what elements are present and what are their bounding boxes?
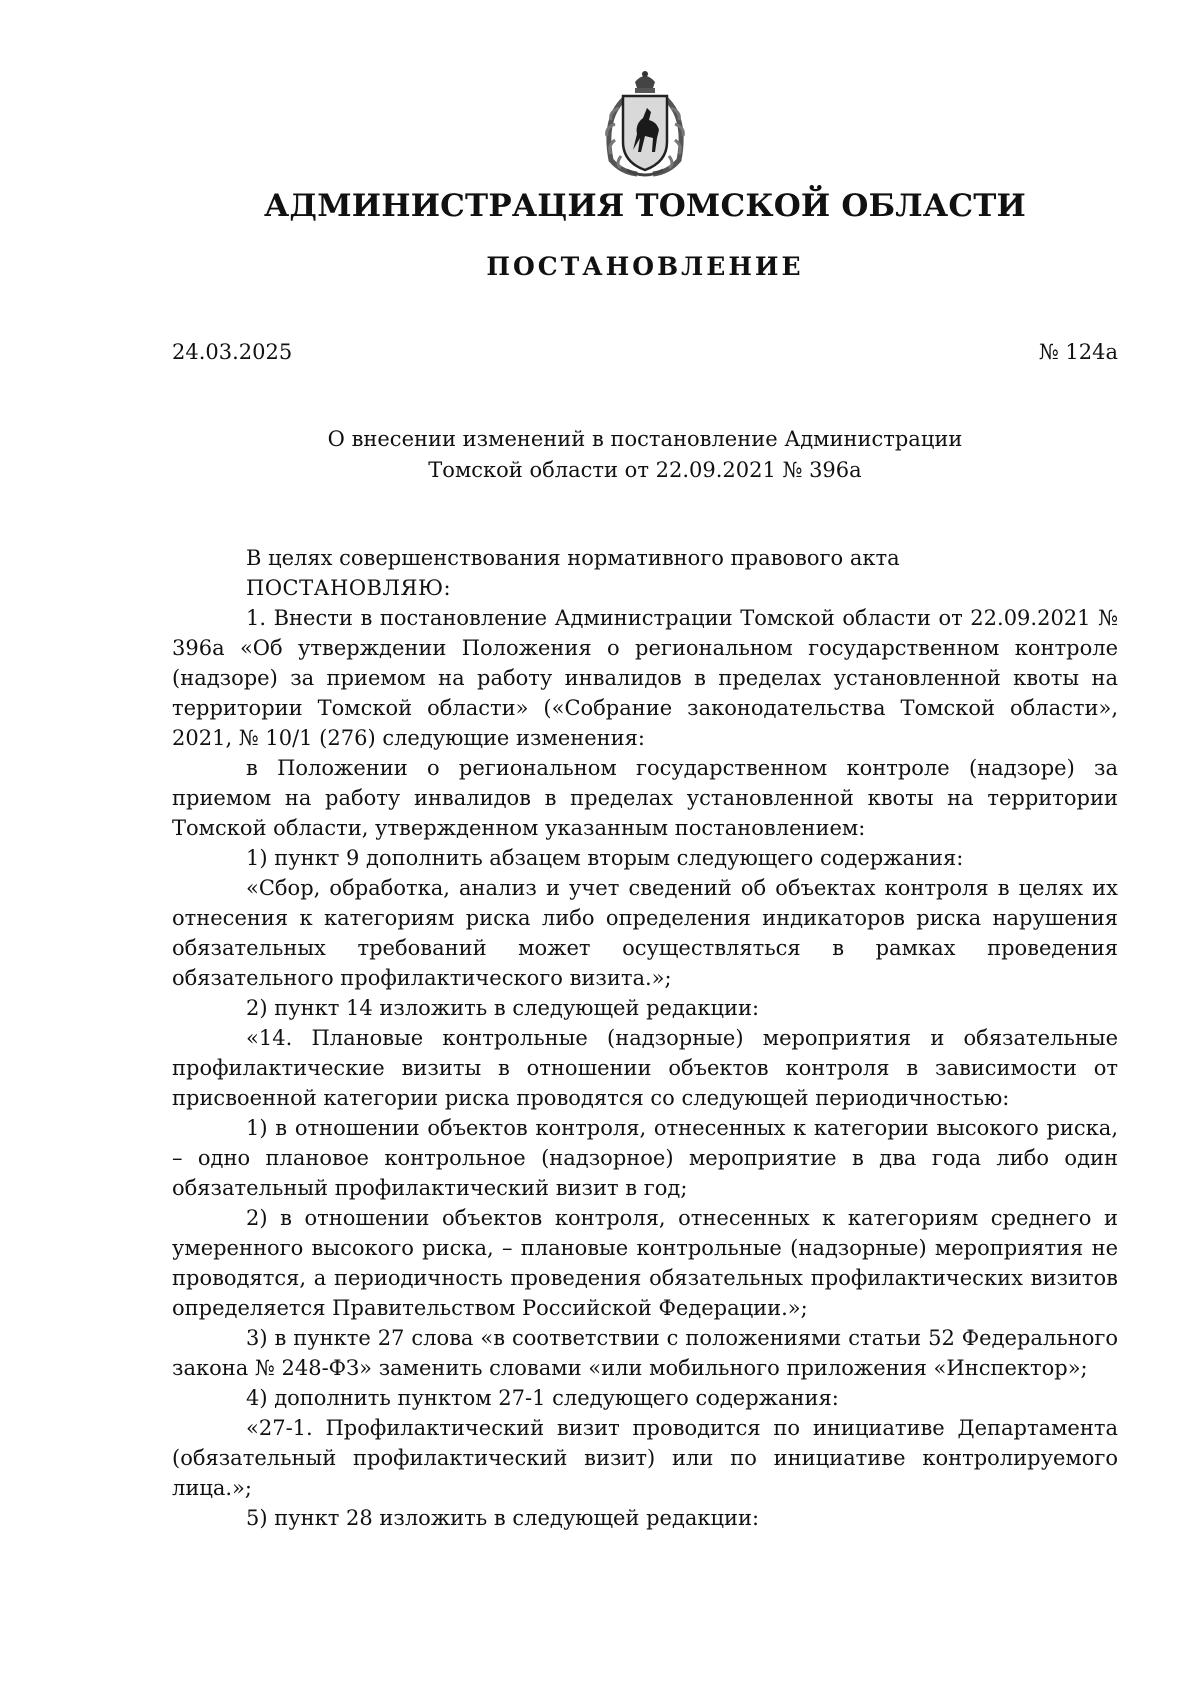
organization-title: АДМИНИСТРАЦИЯ ТОМСКОЙ ОБЛАСТИ	[263, 188, 1026, 224]
document-number: № 124а	[1038, 340, 1118, 364]
body-paragraph: 4) дополнить пунктом 27-1 следующего содержания:	[246, 1386, 839, 1410]
body-paragraph: в Положении о региональном государственном контроле (надзоре) за приемом на работу инвалидов в пределах установленной квоты на территории Томской области, утвержденном указанным постановлением:	[172, 756, 1118, 840]
subject-line-2: Томской области от 22.09.2021 № 396а	[428, 458, 862, 482]
document-body	[172, 543, 1118, 1533]
body-paragraph: 5) пункт 28 изложить в следующей редакции:	[246, 1506, 760, 1530]
body-paragraph: 1. Внести в постановление Администрации Томской области от 22.09.2021 № 396а «Об утверждении Положения о региональном государственном контроле (надзоре) за приемом на работу инвалидов в пределах установленной квоты на территории Томской области» («Собрание законодательства Томской области», 2021, № 10/1 (276) следующие изменения:	[172, 606, 1118, 750]
tomsk-oblast-coat-of-arms-icon	[585, 68, 705, 180]
body-paragraph: 1) в отношении объектов контроля, отнесенных к категории высокого риска, – одно плановое контрольное (надзорное) мероприятие в два года либо один обязательный профилактический визит в год;	[172, 1116, 1118, 1200]
document-subject	[172, 424, 1118, 486]
body-paragraph: «14. Плановые контрольные (надзорные) мероприятия и обязательные профилактические визиты в отношении объектов контроля в зависимости от присвоенной категории риска проводятся со следующей периодичностью:	[172, 1026, 1118, 1110]
subject-line-1: О внесении изменений в постановление Администрации	[327, 427, 963, 451]
document-type-title: ПОСТАНОВЛЕНИЕ	[486, 252, 804, 281]
decree-keyword: ПОСТАНОВЛЯЮ:	[246, 576, 452, 600]
body-paragraph: 2) пункт 14 изложить в следующей редакции:	[246, 996, 760, 1020]
body-paragraph: «Сбор, обработка, анализ и учет сведений об объектах контроля в целях их отнесения к категориям риска либо определения индикаторов риска нарушения обязательных требований может осуществляться в рамках проведения обязательного профилактического визита.»;	[172, 876, 1118, 990]
body-paragraph: 2) в отношении объектов контроля, отнесенных к категориям среднего и умеренного высокого риска, – плановые контрольные (надзорные) мероприятия не проводятся, а периодичность проведения обязательных профилактических визитов определяется Правительством Российской Федерации.»;	[172, 1206, 1118, 1320]
body-paragraph: В целях совершенствования нормативного правового акта	[246, 546, 900, 570]
body-paragraph: 3) в пункте 27 слова «в соответствии с положениями статьи 52 Федерального закона № 248-ФЗ» заменить словами «или мобильного приложения «Инспектор»;	[172, 1326, 1118, 1380]
body-paragraph: 1) пункт 9 дополнить абзацем вторым следующего содержания:	[246, 846, 964, 870]
body-paragraph: «27-1. Профилактический визит проводится по инициативе Департамента (обязательный профилактический визит) или по инициативе контролируемого лица.»;	[172, 1416, 1118, 1500]
document-date: 24.03.2025	[172, 340, 293, 364]
